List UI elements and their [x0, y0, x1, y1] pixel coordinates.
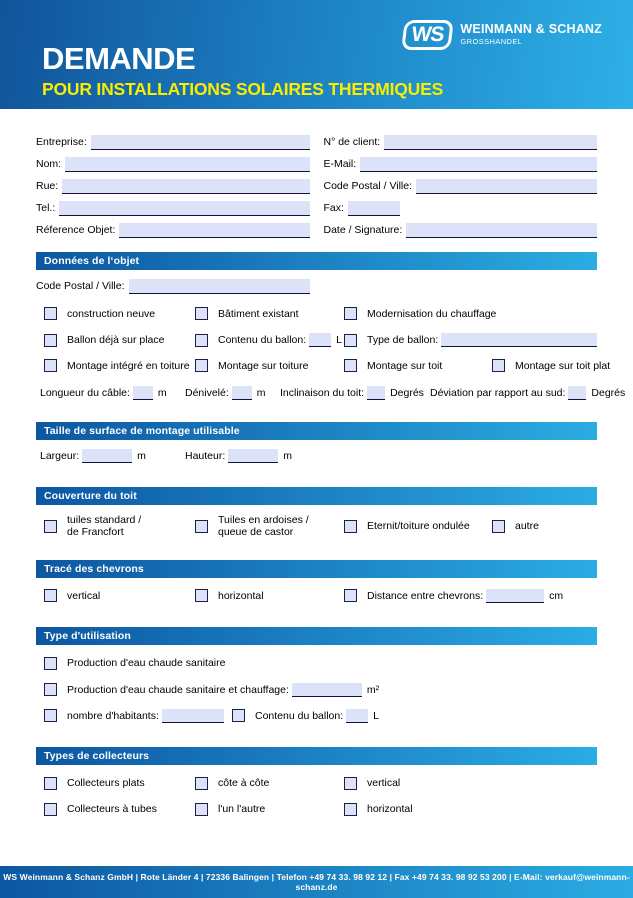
unit-label: m²	[366, 683, 380, 696]
form-row	[324, 150, 598, 172]
roof-covering-row	[36, 514, 597, 539]
checkbox-chevrons-horizontal[interactable]	[195, 589, 208, 602]
rafters-row	[36, 589, 597, 603]
field-label: Longueur du câble:	[40, 387, 130, 399]
measure-denivele	[185, 386, 280, 400]
inclinaison-toit-input[interactable]	[367, 386, 385, 400]
nombre-habitants-input[interactable]	[162, 709, 224, 723]
unit-label: m	[283, 450, 293, 462]
option-collecteurs-vertical	[344, 777, 597, 790]
contact-right-column	[324, 128, 598, 238]
measure-largeur	[40, 449, 185, 463]
footer-bar	[0, 866, 633, 898]
option-montage-toit-plat	[492, 359, 611, 372]
checkbox-label: Ballon déjà sur place	[67, 334, 165, 346]
form-row	[36, 128, 310, 150]
option-montage-sur-toiture	[195, 359, 344, 372]
checkbox-label: Tuiles en ardoises / queue de castor	[218, 514, 309, 539]
option-collecteurs-tubes	[44, 803, 195, 816]
form-row	[324, 128, 598, 150]
unit-label: L	[373, 709, 379, 722]
entreprise-label: Entreprise:	[36, 136, 87, 148]
deviation-sud-input[interactable]	[568, 386, 586, 400]
measure-longueur-cable	[40, 386, 185, 400]
checkbox-tuiles-standard[interactable]	[44, 520, 57, 533]
option-type-de-ballon	[344, 333, 597, 347]
contenu-ballon-usage-input[interactable]	[346, 709, 368, 723]
checkbox-label: l'un l'autre	[218, 803, 266, 816]
checkbox-montage-sur-toiture[interactable]	[195, 359, 208, 372]
object-code-postal-label: Code Postal / Ville:	[36, 280, 125, 292]
surface-chauffage-input[interactable]	[292, 683, 362, 697]
unit-label: Degrés	[591, 387, 626, 399]
checkbox-label: Collecteurs plats	[67, 777, 145, 790]
checkbox-label: Modernisation du chauffage	[367, 307, 497, 320]
denivele-input[interactable]	[232, 386, 252, 400]
checkbox-montage-sur-toit[interactable]	[344, 359, 357, 372]
reference-objet-input[interactable]	[119, 223, 309, 238]
measurements-row	[36, 386, 626, 400]
checkbox-tuiles-ardoises[interactable]	[195, 520, 208, 533]
checkbox-label: horizontal	[218, 589, 264, 602]
checkbox-eternit[interactable]	[344, 520, 357, 533]
checkbox-label: Montage sur toiture	[218, 359, 309, 372]
rue-label: Rue:	[36, 180, 59, 192]
option-production-ecs-chauffage	[44, 683, 379, 697]
form-row	[36, 150, 310, 172]
nom-input[interactable]	[65, 157, 309, 172]
code-postal-input[interactable]	[416, 179, 597, 194]
measure-inclinaison-toit	[280, 386, 430, 400]
section-header-rafters: Tracé des chevrons	[36, 560, 597, 578]
checkbox-label: Bâtiment existant	[218, 307, 299, 320]
field-label: Déviation par rapport au sud:	[430, 387, 566, 399]
date-signature-label: Date / Signature:	[323, 224, 403, 236]
header-banner	[0, 0, 633, 109]
option-contenu-ballon-usage	[232, 709, 379, 723]
field-label: Largeur:	[40, 450, 80, 462]
checkbox-modernisation-chauffage[interactable]	[344, 307, 357, 320]
option-chevrons-horizontal	[195, 589, 344, 602]
section-header-roof-covering: Couverture du toit	[36, 487, 597, 505]
form-row	[324, 172, 598, 194]
checkbox-collecteurs-plats[interactable]	[44, 777, 57, 790]
option-construction-neuve	[44, 307, 195, 320]
option-modernisation-chauffage	[344, 307, 597, 320]
checkbox-label: Production d'eau chaude sanitaire	[67, 657, 226, 670]
option-tuiles-ardoises	[195, 514, 344, 539]
email-label: E-Mail:	[323, 158, 357, 170]
option-cote-a-cote	[195, 777, 344, 790]
email-input[interactable]	[360, 157, 597, 172]
option-montage-integre	[44, 359, 195, 372]
section-header-usage: Type d'utilisation	[36, 627, 597, 645]
measure-hauteur	[185, 449, 292, 463]
ws-logo-icon	[402, 20, 455, 50]
option-autre	[492, 520, 597, 533]
largeur-input[interactable]	[82, 449, 132, 463]
checkbox-label: Eternit/toiture ondulée	[367, 520, 470, 533]
collectors-row-2	[36, 803, 597, 816]
checkbox-distance-chevrons[interactable]	[344, 589, 357, 602]
form-row	[324, 216, 598, 238]
checkbox-autre[interactable]	[492, 520, 505, 533]
tel-label: Tel.:	[36, 202, 56, 214]
checkbox-contenu-du-ballon[interactable]	[195, 334, 208, 347]
ws-monogram: WS	[410, 23, 446, 46]
field-label: Contenu du ballon:	[255, 709, 344, 722]
nom-label: Nom:	[36, 158, 62, 170]
footer-contact-line: WS Weinmann & Schanz GmbH | Rote Länder 4 | 72336 Balingen | Telefon +49 74 33. 98 92 12 | Fax +49 74 33. 98 92 53 200 | E-Mail: verkauf@weinmann-schanz.de	[3, 872, 630, 892]
code-postal-label: Code Postal / Ville:	[323, 180, 413, 192]
ws-logo	[403, 20, 602, 50]
checkbox-collecteurs-horizontal[interactable]	[344, 803, 357, 816]
option-lun-lautre	[195, 803, 344, 816]
option-eternit	[344, 520, 492, 533]
rue-input[interactable]	[62, 179, 309, 194]
hauteur-input[interactable]	[228, 449, 278, 463]
form-row	[36, 216, 310, 238]
checkbox-construction-neuve[interactable]	[44, 307, 57, 320]
option-contenu-du-ballon	[195, 333, 344, 347]
field-label: Distance entre chevrons:	[367, 589, 484, 602]
checkbox-lun-lautre[interactable]	[195, 803, 208, 816]
option-collecteurs-plats	[44, 777, 195, 790]
tank-row	[36, 333, 597, 347]
section-header-mounting-surface: Taille de surface de montage utilisable	[36, 422, 597, 440]
checkbox-batiment-existant[interactable]	[195, 307, 208, 320]
checkbox-label: Montage sur toit plat	[515, 359, 611, 372]
object-code-postal-input[interactable]	[129, 279, 310, 294]
distance-chevrons-input[interactable]	[486, 589, 544, 603]
usage-row-1	[36, 657, 597, 670]
fax-input[interactable]	[348, 201, 400, 216]
unit-label: Degrés	[390, 387, 424, 399]
checkbox-label: Montage intégré en toiture	[67, 359, 190, 372]
option-batiment-existant	[195, 307, 344, 320]
mounting-row	[36, 359, 611, 372]
checkbox-collecteurs-tubes[interactable]	[44, 803, 57, 816]
section-header-object-data: Données de l‘objet	[36, 252, 597, 270]
checkbox-label: horizontal	[367, 803, 413, 816]
checkbox-nombre-habitants[interactable]	[44, 709, 57, 722]
unit-label: cm	[549, 589, 564, 602]
checkbox-label: autre	[515, 520, 539, 533]
type-ballon-input[interactable]	[441, 333, 597, 347]
form-row	[36, 194, 310, 216]
option-collecteurs-horizontal	[344, 803, 597, 816]
field-label: Dénivelé:	[185, 387, 229, 399]
option-nombre-habitants	[44, 709, 232, 723]
logo-text	[460, 20, 602, 46]
checkbox-contenu-ballon-usage[interactable]	[232, 709, 245, 722]
checkbox-chevrons-vertical[interactable]	[44, 589, 57, 602]
option-tuiles-standard	[44, 514, 195, 539]
unit-label: L	[336, 334, 342, 346]
object-code-postal-row	[36, 278, 310, 294]
page-subtitle: POUR INSTALLATIONS SOLAIRES THERMIQUES	[42, 79, 444, 99]
checkbox-montage-integre[interactable]	[44, 359, 57, 372]
unit-label: m	[256, 387, 266, 399]
client-number-input[interactable]	[384, 135, 597, 150]
field-label: Hauteur:	[185, 450, 226, 462]
form-content	[0, 128, 633, 816]
longueur-cable-input[interactable]	[133, 386, 153, 400]
checkbox-label: vertical	[67, 589, 101, 602]
field-label: Contenu du ballon:	[218, 334, 307, 346]
fax-label: Fax:	[323, 202, 344, 214]
usage-row-2	[36, 683, 597, 697]
checkbox-production-ecs-chauffage[interactable]	[44, 683, 57, 696]
form-row	[324, 194, 598, 216]
checkbox-label: Collecteurs à tubes	[67, 803, 157, 816]
field-label: Production d'eau chaude sanitaire et chauffage:	[67, 683, 289, 696]
form-row	[36, 172, 310, 194]
contact-form	[36, 128, 597, 238]
field-label: Inclinaison du toit:	[280, 387, 365, 399]
building-type-row	[36, 307, 597, 320]
entreprise-input[interactable]	[91, 135, 310, 150]
client-number-label: N° de client:	[323, 136, 381, 148]
field-label: Type de ballon:	[367, 334, 439, 346]
checkbox-collecteurs-vertical[interactable]	[344, 777, 357, 790]
date-signature-input[interactable]	[406, 223, 597, 238]
page-title: DEMANDE	[42, 41, 196, 76]
contact-left-column	[36, 128, 310, 238]
brand-subtitle: GROSSHANDEL	[460, 37, 523, 46]
checkbox-production-ecs[interactable]	[44, 657, 57, 670]
option-production-ecs	[44, 657, 225, 670]
option-chevrons-vertical	[44, 589, 195, 602]
collectors-row-1	[36, 777, 597, 790]
option-montage-sur-toit	[344, 359, 492, 372]
checkbox-label: côte à côte	[218, 777, 270, 790]
checkbox-label: Montage sur toit	[367, 359, 443, 372]
checkbox-ballon-deja-sur-place[interactable]	[44, 334, 57, 347]
usage-row-3	[36, 709, 597, 723]
option-distance-chevrons	[344, 589, 597, 603]
reference-objet-label: Réference Objet:	[36, 224, 116, 236]
checkbox-label: construction neuve	[67, 307, 156, 320]
measure-deviation-sud	[430, 386, 626, 400]
checkbox-type-de-ballon[interactable]	[344, 334, 357, 347]
option-ballon-deja-sur-place	[44, 334, 195, 347]
checkbox-label: tuiles standard / de Francfort	[67, 514, 142, 539]
contenu-ballon-input[interactable]	[309, 333, 331, 347]
unit-label: m	[137, 450, 146, 462]
checkbox-label: vertical	[367, 777, 401, 790]
checkbox-cote-a-cote[interactable]	[195, 777, 208, 790]
unit-label: m	[157, 387, 167, 399]
surface-size-row	[36, 449, 597, 463]
checkbox-montage-toit-plat[interactable]	[492, 359, 505, 372]
brand-name: WEINMANN & SCHANZ	[460, 22, 602, 36]
section-header-collectors: Types de collecteurs	[36, 747, 597, 765]
tel-input[interactable]	[59, 201, 309, 216]
field-label: nombre d'habitants:	[67, 709, 159, 722]
